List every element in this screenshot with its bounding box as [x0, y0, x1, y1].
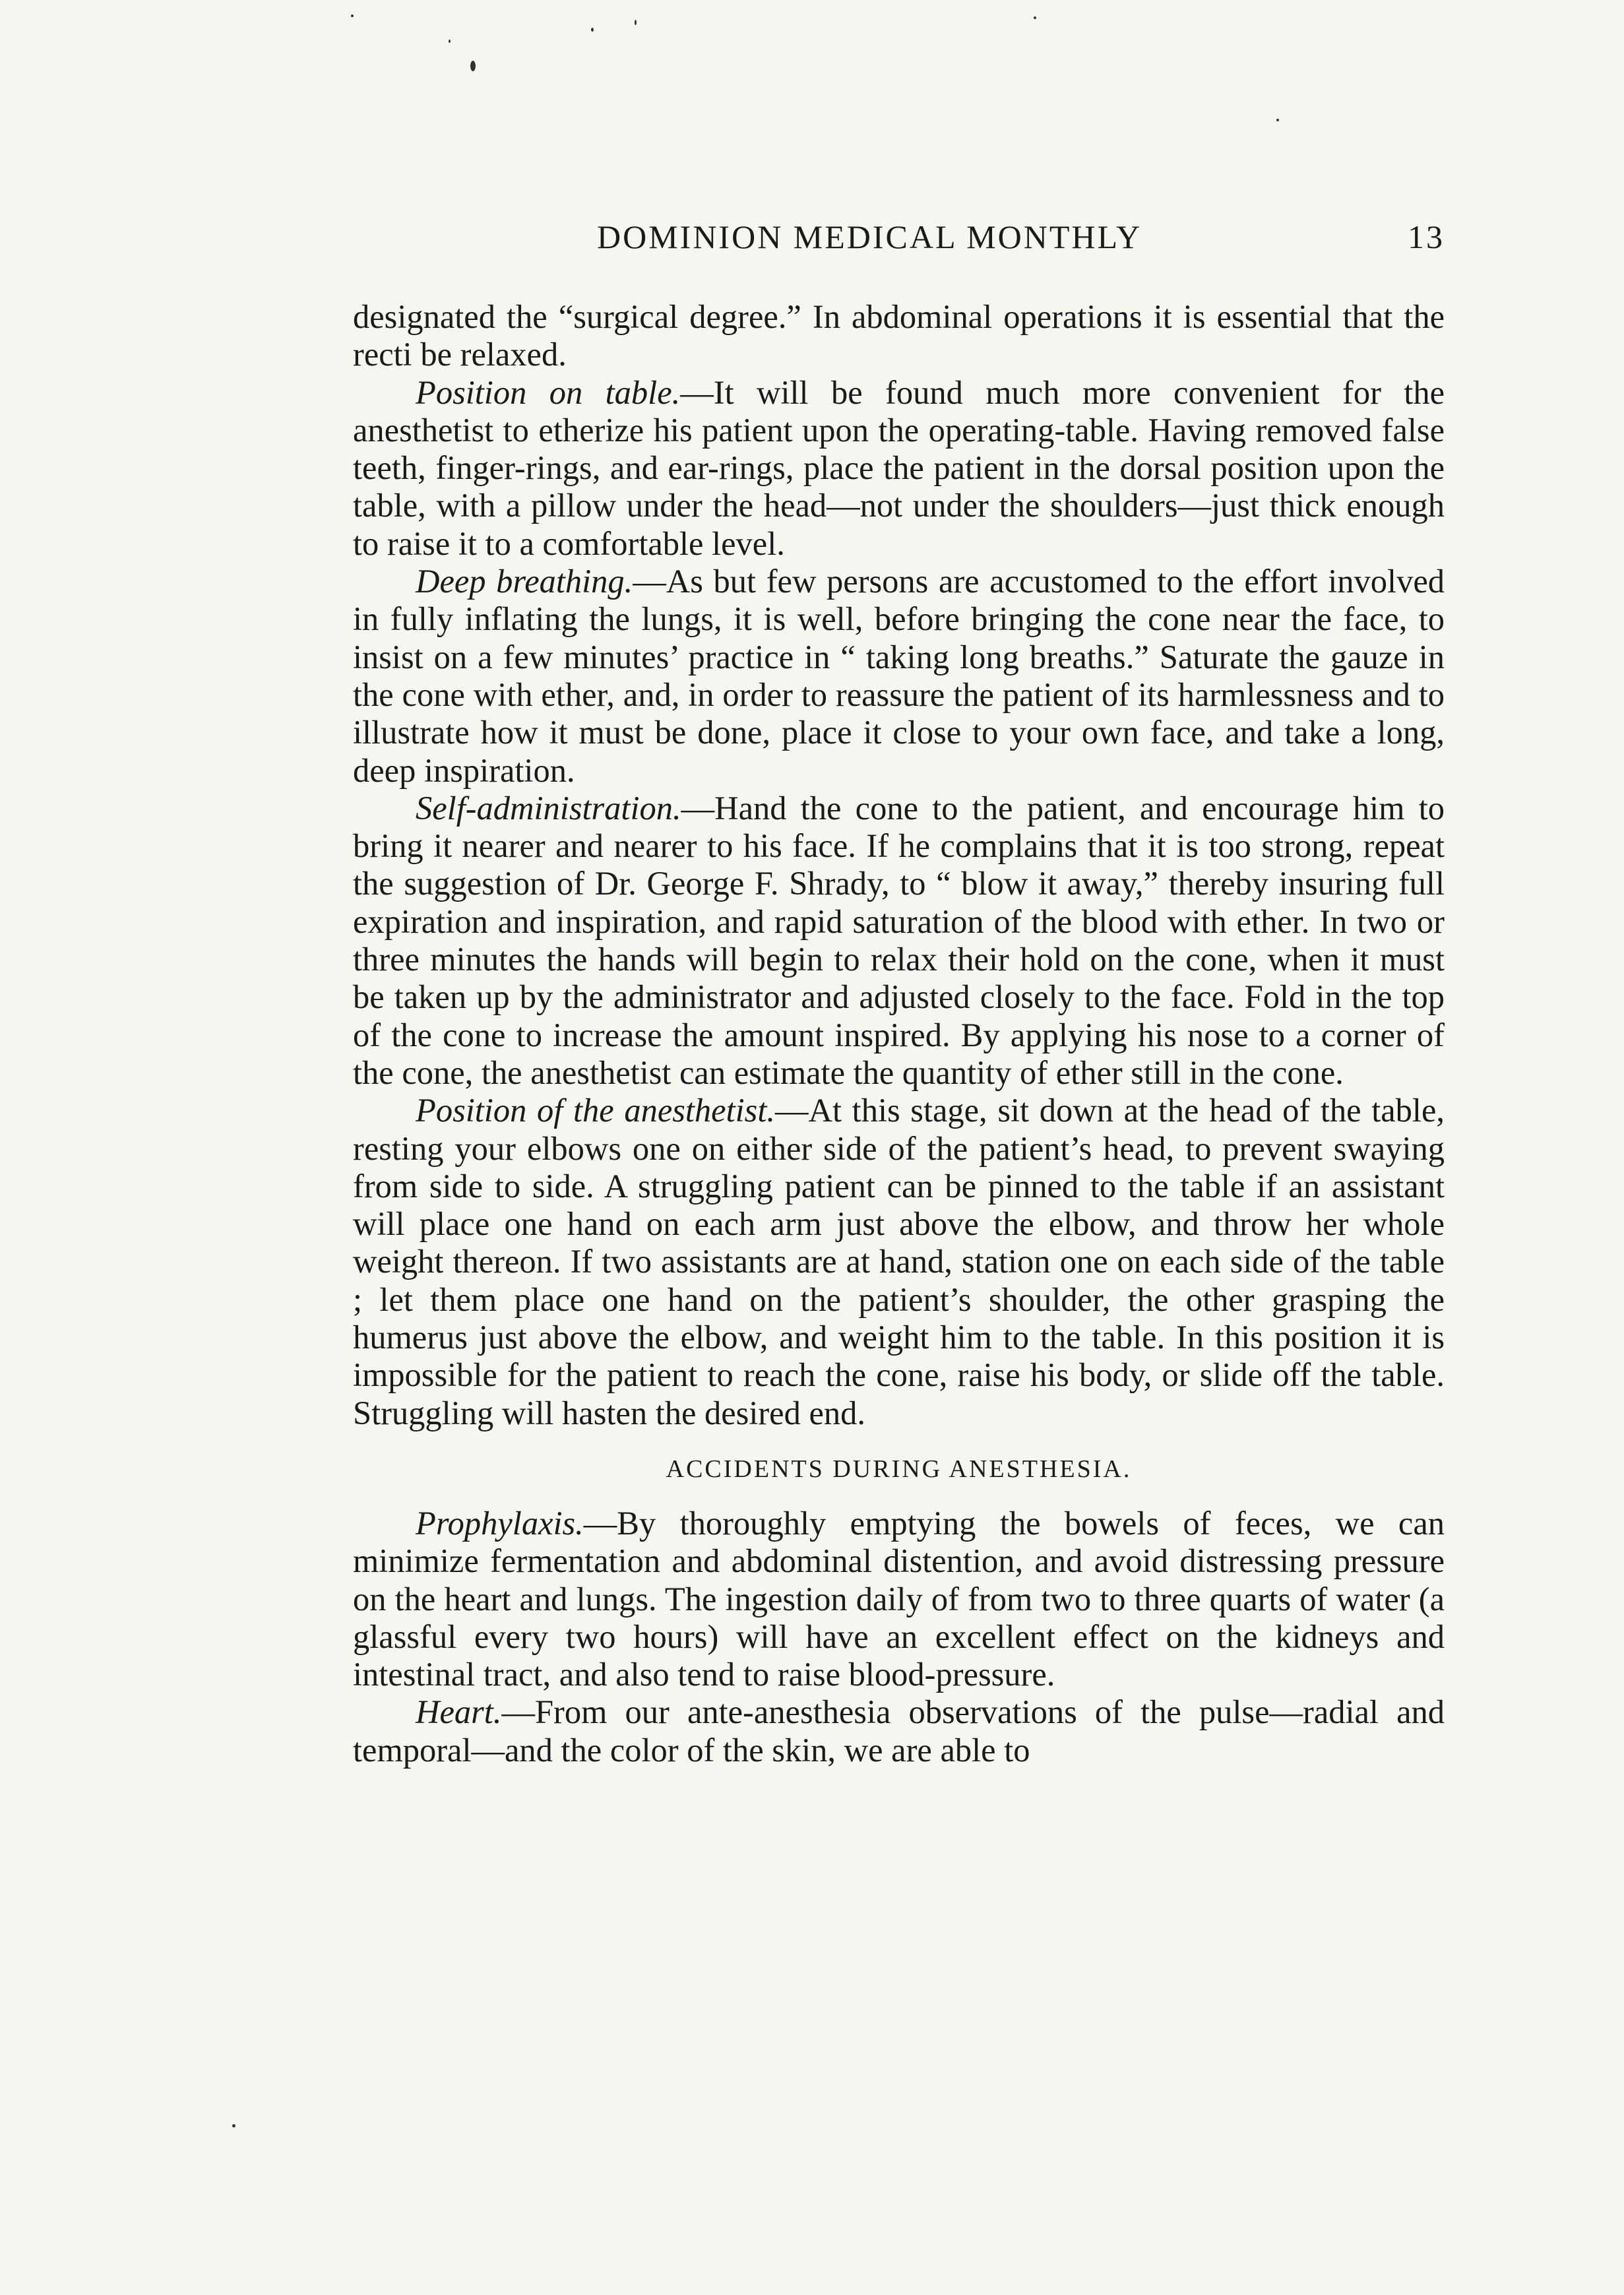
- paragraph-heart: [353, 1693, 1445, 1769]
- running-header: [350, 218, 1445, 264]
- ink-speck: [635, 20, 637, 25]
- ink-speck: [591, 28, 594, 32]
- page-number: 13: [1408, 218, 1445, 255]
- ink-speck: [1276, 119, 1279, 121]
- run-in-heading: Heart.: [416, 1693, 502, 1731]
- article-body: [353, 298, 1445, 1769]
- paragraph-deep-breathing: [353, 563, 1445, 790]
- run-in-heading: Position of the anesthetist.: [416, 1092, 775, 1129]
- paragraph-text: —It will be found much more convenient for the anesthetist to etherize his patient upon the operating-table. Having removed false teeth, finger-rings, and ear-rings, place the patient in the dorsal position upon the table, with a pillow under the head—not under the shoulders—just thick enough to raise it to a comfortable level.: [353, 373, 1445, 562]
- paragraph-text: —As but few persons are accustomed to the effort involved in fully inflating the lungs, it is well, before bringing the cone near the face, to insist on a few minutes’ practice in “ taking long breaths.” Saturate the gauze in the cone with ether, and, in order to reassure the patient of its harmlessness and to illustrate how it must be done, place it close to your own face, and take a long, deep inspiration.: [353, 563, 1445, 789]
- section-heading: ACCIDENTS DURING ANESTHESIA.: [666, 1455, 1132, 1483]
- paragraph-text: —At this stage, sit down at the head of the table, resting your elbows one on either side of the patient’s head, to prevent swaying from side to side. A struggling patient can be pinned to the table if an assistant will place one hand on each arm just above the elbow, and throw her whole weight thereon. If two assistants are at hand, station one on each side of the table ; let them place one hand on the patient’s shoulder, the other grasping the humerus just above the elbow, and weight him to the table. In this position it is impossible for the patient to reach the cone, raise his body, or slide off the table. Struggling will hasten the desired end.: [353, 1092, 1445, 1431]
- ink-speck: [449, 40, 451, 43]
- ink-speck: [351, 15, 354, 17]
- ink-speck: [1034, 16, 1036, 19]
- paragraph-surgical-degree: designated the “surgical degree.” In abdominal operations it is essential that the recti be relaxed.: [353, 298, 1445, 373]
- ink-speck: [470, 61, 476, 71]
- run-in-heading: Deep breathing.: [416, 563, 633, 600]
- journal-title: DOMINION MEDICAL MONTHLY: [597, 218, 1142, 255]
- paragraph-position-on-table: [353, 374, 1445, 563]
- ink-speck: [232, 2124, 235, 2127]
- paragraph-text: —From our ante-anesthesia observations of the pulse—radial and temporal—and the color of the skin, we are able to: [353, 1693, 1445, 1769]
- paragraph-prophylaxis: [353, 1505, 1445, 1693]
- run-in-heading: Prophylaxis.: [416, 1504, 584, 1542]
- paragraph-position-of-anesthetist: [353, 1092, 1445, 1432]
- run-in-heading: Self-administration.: [416, 789, 681, 827]
- run-in-heading: Position on table.: [416, 373, 681, 411]
- paragraph-text: —By thoroughly emptying the bowels of feces, we can minimize fermentation and abdominal distention, and avoid distressing pressure on the heart and lungs. The ingestion daily of from two to three quarts of water (a glassful every two hours) will have an excellent effect on the kidneys and intestinal tract, and also tend to raise blood-pressure.: [353, 1504, 1445, 1693]
- paragraph-self-administration: [353, 790, 1445, 1092]
- paragraph-text: —Hand the cone to the patient, and encourage him to bring it nearer and nearer to his face. If he complains that it is too strong, repeat the suggestion of Dr. George F. Shrady, to “ blow it away,” thereby insuring full expiration and inspiration, and rapid saturation of the blood with ether. In two or three minutes the hands will begin to relax their hold on the cone, when it must be taken up by the administrator and adjusted closely to the face. Fold in the top of the cone to increase the amount inspired. By applying his nose to a corner of the cone, the anesthetist can estimate the quantity of ether still in the cone.: [353, 789, 1445, 1091]
